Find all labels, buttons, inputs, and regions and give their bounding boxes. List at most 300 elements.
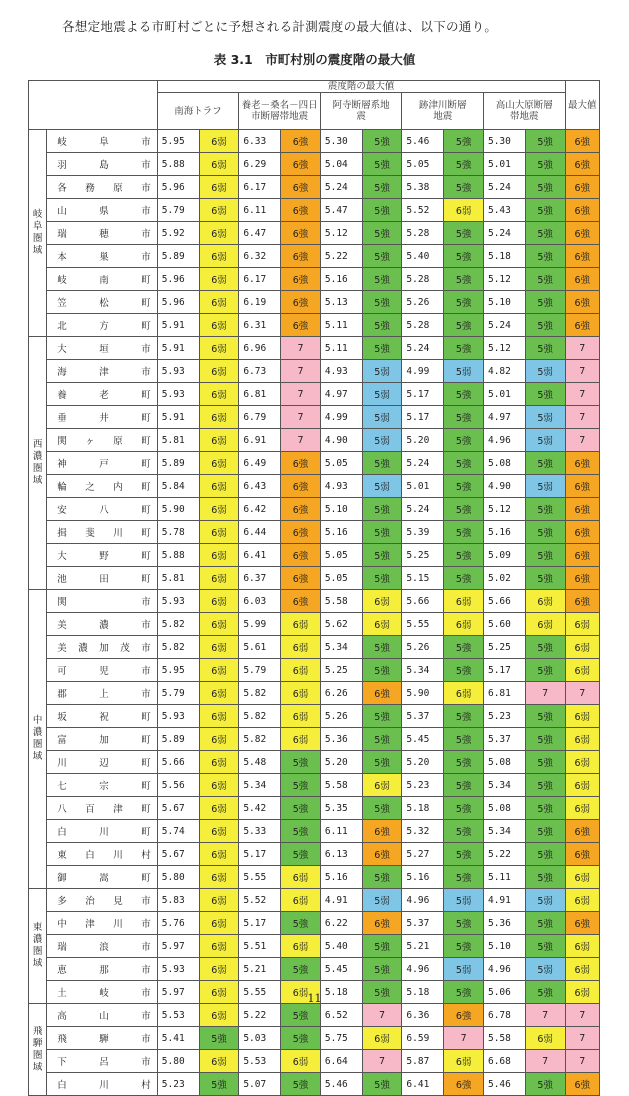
intensity-class: 6弱	[199, 544, 239, 567]
intensity-class: 6強	[281, 176, 321, 199]
municipality-name: 海津市	[47, 360, 158, 383]
measured-intensity: 4.99	[320, 406, 362, 429]
intensity-class: 6強	[362, 820, 402, 843]
table-row	[29, 429, 600, 452]
header-col-atera: 阿寺断層系地震	[320, 93, 402, 130]
intensity-class: 6弱	[281, 935, 321, 958]
intensity-class: 6弱	[444, 590, 484, 613]
measured-intensity: 4.90	[483, 475, 525, 498]
measured-intensity: 5.46	[320, 1073, 362, 1096]
intensity-class: 5強	[362, 153, 402, 176]
intensity-class: 5弱	[362, 360, 402, 383]
max-intensity: 6弱	[565, 751, 599, 774]
table-row	[29, 314, 600, 337]
max-intensity: 6弱	[565, 728, 599, 751]
table-row	[29, 728, 600, 751]
intensity-class: 5弱	[525, 406, 565, 429]
max-intensity: 6弱	[565, 958, 599, 981]
measured-intensity: 5.67	[157, 843, 199, 866]
intensity-class: 5弱	[525, 475, 565, 498]
measured-intensity: 5.05	[320, 452, 362, 475]
table-row	[29, 751, 600, 774]
measured-intensity: 6.03	[239, 590, 281, 613]
measured-intensity: 6.37	[239, 567, 281, 590]
intensity-class: 5強	[444, 245, 484, 268]
measured-intensity: 5.55	[239, 866, 281, 889]
intensity-class: 5強	[444, 843, 484, 866]
municipality-name: 安八町	[47, 498, 158, 521]
measured-intensity: 5.46	[483, 1073, 525, 1096]
measured-intensity: 5.27	[402, 843, 444, 866]
measured-intensity: 5.25	[483, 636, 525, 659]
intensity-class: 5弱	[525, 889, 565, 912]
measured-intensity: 5.10	[483, 291, 525, 314]
intensity-class: 7	[281, 337, 321, 360]
measured-intensity: 5.08	[483, 751, 525, 774]
measured-intensity: 5.28	[402, 222, 444, 245]
intensity-class: 6強	[281, 199, 321, 222]
intensity-class: 6弱	[199, 268, 239, 291]
measured-intensity: 5.58	[483, 1027, 525, 1050]
measured-intensity: 5.88	[157, 544, 199, 567]
table-body	[29, 130, 600, 1096]
measured-intensity: 5.16	[320, 268, 362, 291]
intensity-class: 6弱	[199, 199, 239, 222]
measured-intensity: 6.11	[320, 820, 362, 843]
measured-intensity: 6.44	[239, 521, 281, 544]
intensity-class: 6弱	[525, 590, 565, 613]
intensity-class: 7	[281, 360, 321, 383]
measured-intensity: 5.58	[320, 590, 362, 613]
intensity-class: 5強	[444, 544, 484, 567]
intensity-class: 5強	[362, 314, 402, 337]
intensity-class: 6強	[281, 291, 321, 314]
intensity-class: 5強	[525, 728, 565, 751]
table-row	[29, 613, 600, 636]
municipality-name: 下呂市	[47, 1050, 158, 1073]
measured-intensity: 5.78	[157, 521, 199, 544]
municipality-name: 多治見市	[47, 889, 158, 912]
table-row	[29, 935, 600, 958]
max-intensity: 6強	[565, 590, 599, 613]
max-intensity: 7	[565, 406, 599, 429]
table-row	[29, 1027, 600, 1050]
intensity-class: 5強	[525, 843, 565, 866]
measured-intensity: 5.11	[483, 866, 525, 889]
municipality-name: 恵那市	[47, 958, 158, 981]
measured-intensity: 5.82	[239, 682, 281, 705]
intensity-class: 5強	[362, 337, 402, 360]
intensity-class: 7	[525, 682, 565, 705]
measured-intensity: 5.41	[157, 1027, 199, 1050]
measured-intensity: 5.47	[320, 199, 362, 222]
measured-intensity: 5.22	[320, 245, 362, 268]
region-name: 西濃圏域	[29, 337, 47, 590]
max-intensity: 7	[565, 337, 599, 360]
intensity-class: 6強	[281, 475, 321, 498]
measured-intensity: 6.31	[239, 314, 281, 337]
measured-intensity: 5.10	[320, 498, 362, 521]
measured-intensity: 5.48	[239, 751, 281, 774]
measured-intensity: 5.97	[157, 935, 199, 958]
measured-intensity: 5.17	[483, 659, 525, 682]
intensity-class: 5強	[525, 544, 565, 567]
intensity-class: 5強	[444, 406, 484, 429]
measured-intensity: 5.24	[402, 498, 444, 521]
municipality-name: 御嵩町	[47, 866, 158, 889]
measured-intensity: 5.74	[157, 820, 199, 843]
header-col-nankai: 南海トラフ	[157, 93, 239, 130]
municipality-name: 輪之内町	[47, 475, 158, 498]
municipality-name: 飛騨市	[47, 1027, 158, 1050]
measured-intensity: 4.90	[320, 429, 362, 452]
header-group: 震度階の最大値	[157, 81, 565, 93]
intensity-class: 6弱	[444, 682, 484, 705]
measured-intensity: 5.40	[320, 935, 362, 958]
measured-intensity: 5.20	[402, 429, 444, 452]
intensity-class: 6強	[281, 153, 321, 176]
intensity-class: 5強	[444, 222, 484, 245]
measured-intensity: 6.64	[320, 1050, 362, 1073]
municipality-name: 北方町	[47, 314, 158, 337]
intensity-class: 6弱	[199, 383, 239, 406]
max-intensity: 6強	[565, 245, 599, 268]
measured-intensity: 5.08	[483, 797, 525, 820]
measured-intensity: 5.84	[157, 475, 199, 498]
measured-intensity: 5.56	[157, 774, 199, 797]
region-name: 中濃圏域	[29, 590, 47, 889]
measured-intensity: 5.96	[157, 268, 199, 291]
measured-intensity: 5.35	[320, 797, 362, 820]
intensity-class: 5強	[444, 705, 484, 728]
municipality-name: 神戸町	[47, 452, 158, 475]
intensity-class: 5強	[362, 291, 402, 314]
municipality-name: 土岐市	[47, 981, 158, 1004]
measured-intensity: 5.39	[402, 521, 444, 544]
intensity-class: 6弱	[199, 843, 239, 866]
measured-intensity: 5.99	[239, 613, 281, 636]
intensity-class: 7	[281, 406, 321, 429]
max-intensity: 6強	[565, 291, 599, 314]
measured-intensity: 4.93	[320, 475, 362, 498]
measured-intensity: 5.87	[402, 1050, 444, 1073]
intensity-class: 6弱	[281, 636, 321, 659]
table-row	[29, 176, 600, 199]
measured-intensity: 5.12	[483, 268, 525, 291]
measured-intensity: 5.12	[483, 498, 525, 521]
intensity-class: 6強	[281, 245, 321, 268]
intensity-class: 5強	[362, 245, 402, 268]
table-row	[29, 1050, 600, 1073]
intensity-class: 5弱	[444, 958, 484, 981]
max-intensity: 6弱	[565, 981, 599, 1004]
municipality-name: 本巣市	[47, 245, 158, 268]
measured-intensity: 5.23	[402, 774, 444, 797]
measured-intensity: 6.36	[402, 1004, 444, 1027]
intensity-class: 6弱	[444, 199, 484, 222]
measured-intensity: 5.24	[483, 176, 525, 199]
table-row	[29, 245, 600, 268]
intensity-class: 5強	[444, 751, 484, 774]
header-col-yoro: 養老－桑名－四日市断層帯地震	[239, 93, 321, 130]
measured-intensity: 5.45	[320, 958, 362, 981]
intensity-class: 5強	[444, 981, 484, 1004]
measured-intensity: 5.45	[402, 728, 444, 751]
max-intensity: 6弱	[565, 613, 599, 636]
measured-intensity: 5.08	[483, 452, 525, 475]
intensity-class: 6弱	[199, 291, 239, 314]
intensity-class: 6弱	[199, 521, 239, 544]
intensity-class: 5弱	[525, 958, 565, 981]
measured-intensity: 5.22	[483, 843, 525, 866]
intensity-class: 6弱	[199, 889, 239, 912]
intensity-class: 5強	[525, 130, 565, 153]
municipality-name: 瑞浪市	[47, 935, 158, 958]
measured-intensity: 5.93	[157, 360, 199, 383]
intensity-class: 5強	[444, 866, 484, 889]
intensity-class: 5強	[362, 981, 402, 1004]
intensity-class: 5強	[525, 291, 565, 314]
intensity-class: 7	[362, 1004, 402, 1027]
intensity-class: 5強	[444, 935, 484, 958]
max-intensity: 6強	[565, 176, 599, 199]
intensity-class: 5弱	[444, 889, 484, 912]
municipality-name: 郡上市	[47, 682, 158, 705]
max-intensity: 6弱	[565, 866, 599, 889]
measured-intensity: 5.12	[483, 337, 525, 360]
intensity-class: 5強	[281, 958, 321, 981]
intensity-class: 5強	[525, 199, 565, 222]
measured-intensity: 5.11	[320, 314, 362, 337]
intensity-class: 6弱	[199, 774, 239, 797]
header-col-takayama: 高山大原断層帯地震	[483, 93, 565, 130]
measured-intensity: 6.81	[483, 682, 525, 705]
intensity-class: 7	[444, 1027, 484, 1050]
intensity-class: 5強	[525, 751, 565, 774]
measured-intensity: 5.01	[402, 475, 444, 498]
table-row	[29, 291, 600, 314]
measured-intensity: 5.30	[483, 130, 525, 153]
max-intensity: 7	[565, 682, 599, 705]
measured-intensity: 5.66	[483, 590, 525, 613]
measured-intensity: 4.91	[320, 889, 362, 912]
intensity-class: 6弱	[199, 958, 239, 981]
measured-intensity: 5.34	[239, 774, 281, 797]
municipality-name: 各務原市	[47, 176, 158, 199]
municipality-name: 高山市	[47, 1004, 158, 1027]
measured-intensity: 5.17	[239, 843, 281, 866]
table-row	[29, 820, 600, 843]
intensity-class: 6弱	[199, 314, 239, 337]
intensity-class: 5弱	[362, 429, 402, 452]
municipality-name: 美濃加茂市	[47, 636, 158, 659]
measured-intensity: 5.01	[483, 153, 525, 176]
measured-intensity: 5.88	[157, 153, 199, 176]
municipality-name: 白川町	[47, 820, 158, 843]
measured-intensity: 4.97	[320, 383, 362, 406]
table-row	[29, 958, 600, 981]
municipality-name: 養老町	[47, 383, 158, 406]
intensity-class: 5弱	[525, 360, 565, 383]
intensity-class: 6弱	[362, 590, 402, 613]
intensity-class: 5強	[525, 935, 565, 958]
intensity-class: 6弱	[281, 1050, 321, 1073]
measured-intensity: 5.05	[402, 153, 444, 176]
intensity-class: 5強	[525, 337, 565, 360]
table-row	[29, 130, 600, 153]
intensity-class: 5強	[525, 222, 565, 245]
measured-intensity: 5.92	[157, 222, 199, 245]
intensity-class: 5弱	[444, 360, 484, 383]
intensity-class: 5強	[525, 636, 565, 659]
intensity-class: 5強	[444, 429, 484, 452]
measured-intensity: 6.17	[239, 268, 281, 291]
municipality-name: 富加町	[47, 728, 158, 751]
measured-intensity: 5.62	[320, 613, 362, 636]
intensity-class: 6弱	[199, 130, 239, 153]
intensity-class: 5強	[525, 981, 565, 1004]
intensity-class: 6弱	[199, 981, 239, 1004]
intensity-class: 7	[281, 383, 321, 406]
intensity-class: 5強	[525, 314, 565, 337]
table-row	[29, 268, 600, 291]
table-title: 表 3.1 市町村別の震度階の最大値	[213, 52, 416, 67]
measured-intensity: 5.36	[483, 912, 525, 935]
measured-intensity: 6.17	[239, 176, 281, 199]
measured-intensity: 5.67	[157, 797, 199, 820]
max-intensity: 6強	[565, 153, 599, 176]
measured-intensity: 5.93	[157, 383, 199, 406]
region-name: 東濃圏域	[29, 889, 47, 1004]
intensity-class: 7	[525, 1004, 565, 1027]
intensity-class: 6強	[281, 452, 321, 475]
table-row	[29, 797, 600, 820]
measured-intensity: 5.37	[483, 728, 525, 751]
measured-intensity: 5.15	[402, 567, 444, 590]
measured-intensity: 6.68	[483, 1050, 525, 1073]
municipality-name: 関ヶ原町	[47, 429, 158, 452]
intensity-class: 5強	[444, 337, 484, 360]
intensity-class: 6弱	[199, 406, 239, 429]
intensity-class: 6弱	[199, 429, 239, 452]
measured-intensity: 5.17	[402, 383, 444, 406]
intensity-class: 6弱	[199, 590, 239, 613]
measured-intensity: 5.24	[320, 176, 362, 199]
municipality-name: 川辺町	[47, 751, 158, 774]
measured-intensity: 5.89	[157, 245, 199, 268]
intensity-class: 6弱	[444, 613, 484, 636]
intensity-class: 5強	[525, 521, 565, 544]
intensity-class: 6弱	[281, 613, 321, 636]
measured-intensity: 5.28	[402, 314, 444, 337]
intensity-class: 6弱	[199, 337, 239, 360]
intensity-class: 5強	[525, 774, 565, 797]
municipality-name: 東白川村	[47, 843, 158, 866]
intensity-class: 5強	[525, 659, 565, 682]
max-intensity: 6強	[565, 452, 599, 475]
intensity-class: 5強	[444, 498, 484, 521]
municipality-name: 岐阜市	[47, 130, 158, 153]
intro-text: 各想定地震よる市町村ごとに予想される計測震度の最大値は、以下の通り。	[62, 19, 498, 34]
intensity-class: 6弱	[199, 1004, 239, 1027]
intensity-class: 5強	[362, 452, 402, 475]
intensity-class: 5強	[525, 866, 565, 889]
max-intensity: 6弱	[565, 889, 599, 912]
intensity-class: 5強	[444, 130, 484, 153]
measured-intensity: 5.24	[483, 314, 525, 337]
measured-intensity: 6.22	[320, 912, 362, 935]
intensity-class: 5強	[281, 1073, 321, 1096]
intensity-class: 6強	[281, 590, 321, 613]
measured-intensity: 5.97	[157, 981, 199, 1004]
intensity-class: 5強	[362, 866, 402, 889]
max-intensity: 6強	[565, 820, 599, 843]
max-intensity: 6強	[565, 199, 599, 222]
measured-intensity: 5.25	[320, 659, 362, 682]
table-row	[29, 153, 600, 176]
measured-intensity: 5.06	[483, 981, 525, 1004]
table-row	[29, 682, 600, 705]
measured-intensity: 5.16	[402, 866, 444, 889]
measured-intensity: 6.52	[320, 1004, 362, 1027]
intensity-class: 6弱	[281, 728, 321, 751]
table-row	[29, 498, 600, 521]
measured-intensity: 5.02	[483, 567, 525, 590]
intensity-class: 5強	[362, 567, 402, 590]
measured-intensity: 5.61	[239, 636, 281, 659]
table-row	[29, 1073, 600, 1096]
intensity-class: 5強	[362, 521, 402, 544]
municipality-name: 七宗町	[47, 774, 158, 797]
max-intensity: 7	[565, 1027, 599, 1050]
table-row	[29, 843, 600, 866]
intensity-class: 6強	[281, 222, 321, 245]
measured-intensity: 5.05	[320, 567, 362, 590]
measured-intensity: 5.34	[483, 774, 525, 797]
measured-intensity: 5.93	[157, 705, 199, 728]
intensity-class: 6強	[281, 567, 321, 590]
measured-intensity: 5.07	[239, 1073, 281, 1096]
table-row	[29, 452, 600, 475]
intensity-class: 5強	[362, 797, 402, 820]
intensity-class: 6弱	[199, 613, 239, 636]
measured-intensity: 5.75	[320, 1027, 362, 1050]
intensity-class: 5強	[444, 774, 484, 797]
intensity-class: 6弱	[199, 176, 239, 199]
intensity-class: 6強	[281, 314, 321, 337]
intensity-class: 5強	[444, 728, 484, 751]
intensity-class: 6弱	[199, 222, 239, 245]
table-row	[29, 889, 600, 912]
intensity-class: 5強	[281, 1027, 321, 1050]
municipality-name: 羽島市	[47, 153, 158, 176]
intensity-class: 5強	[525, 797, 565, 820]
municipality-name: 中津川市	[47, 912, 158, 935]
table-row	[29, 360, 600, 383]
measured-intensity: 5.01	[483, 383, 525, 406]
measured-intensity: 5.34	[320, 636, 362, 659]
max-intensity: 6弱	[565, 774, 599, 797]
intensity-class: 5強	[444, 797, 484, 820]
header-col-atotsugawa: 跡津川断層地震	[402, 93, 484, 130]
intensity-class: 5強	[281, 912, 321, 935]
max-intensity: 6強	[565, 912, 599, 935]
measured-intensity: 5.28	[402, 268, 444, 291]
max-intensity: 6弱	[565, 659, 599, 682]
municipality-name: 岐南町	[47, 268, 158, 291]
measured-intensity: 5.43	[483, 199, 525, 222]
measured-intensity: 6.32	[239, 245, 281, 268]
